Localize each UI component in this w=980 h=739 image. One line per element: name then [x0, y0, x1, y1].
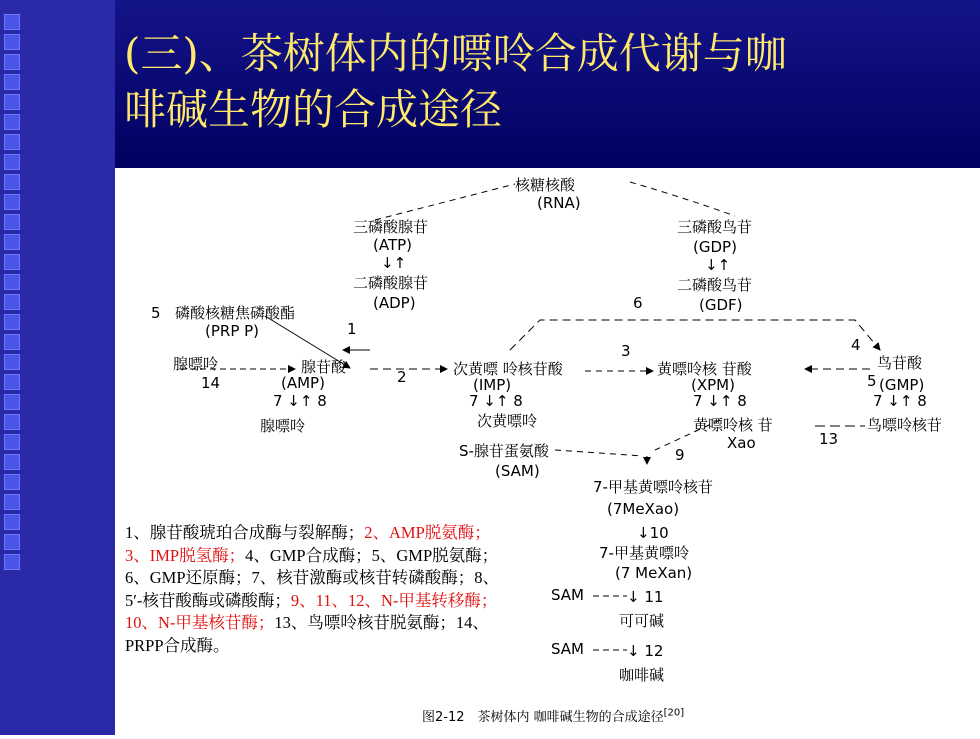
gdp-label: 二磷酸鸟苷 [677, 276, 753, 294]
legend-part-5: 13、鸟嘌呤核苷脱氨酶；14、PRPP合成酶。 [125, 613, 489, 655]
prpp-prefix: 5 [151, 304, 161, 322]
amp-label: 腺苷酸 [301, 358, 347, 376]
step-12-arrow: ↓ 12 [627, 642, 664, 660]
sam-11-label: SAM [551, 586, 585, 604]
xmp-label: 黄嘌呤核 苷酸 [657, 360, 752, 378]
step-13-label: 13 [819, 430, 839, 448]
methylxanthosine-abbr: (7MeXao) [607, 500, 680, 518]
sam-label: S-腺苷蛋氨酸 [459, 442, 549, 460]
theobromine-label: 可可碱 [619, 612, 665, 630]
adp-label: 二磷酸腺苷 [353, 274, 429, 292]
arrow-6 [510, 320, 880, 350]
enzyme-legend [125, 522, 505, 657]
legend-part-2: 2、AMP脱氨酶；3、IMP脱氢酶； [125, 523, 491, 565]
atp-adp-arrows: ↓↑ [381, 254, 407, 272]
caption-text: 图2-12 茶树体内 咖啡碱生物的合成途径 [422, 710, 664, 725]
imp-arrows: 7 ↓↑ 8 [469, 392, 523, 410]
imp-label: 次黄嘌 呤核苷酸 [453, 360, 563, 378]
adenine-num: 14 [201, 374, 221, 392]
methylxanthine-abbr: (7 MeXan) [615, 564, 693, 582]
atp-abbr: (ATP) [373, 236, 413, 254]
gmp-step-5: 5 [867, 372, 877, 390]
caption-ref: [20] [663, 707, 685, 719]
sam-link [555, 450, 643, 456]
rna-gtp-link [630, 182, 735, 216]
sam-12-label: SAM [551, 640, 585, 658]
prpp-label: 磷酸核糖焦磷酸酯 [175, 304, 296, 322]
diagram-area [115, 168, 980, 735]
gtp-abbr: (GDP) [693, 238, 737, 256]
methylxanthine-label: 7-甲基黄嘌呤 [599, 544, 689, 562]
caffeine-label: 咖啡碱 [619, 666, 665, 684]
gdp-abbr: (GDF) [699, 296, 743, 314]
left-sidebar [0, 0, 115, 735]
step-4-label: 4 [851, 336, 861, 354]
gtp-gdp-arrows: ↓↑ [705, 256, 731, 274]
xmp-abbr: (XPM) [691, 376, 735, 394]
step-1-label: 1 [347, 320, 357, 338]
adp-abbr: (ADP) [373, 294, 416, 312]
title-line-1: (三)、茶树体内的嘌呤合成代谢与咖 [124, 29, 787, 78]
title-line-2: 啡碱生物的合成途径 [124, 85, 503, 134]
step-11-arrow: ↓ 11 [627, 588, 664, 606]
rna-atp-link [375, 184, 515, 220]
sam-abbr: (SAM) [495, 462, 540, 480]
gmp-abbr: (GMP) [879, 376, 925, 394]
gmp-label: 鸟苷酸 [877, 354, 923, 372]
amp-abbr: (AMP) [281, 374, 325, 392]
guanosine-label: 鸟嘌呤核苷 [867, 416, 943, 434]
hypoxanthine-label: 次黄嘌呤 [477, 412, 538, 430]
rna-label: 核糖核酸 [515, 176, 576, 194]
step-9-label: 9 [675, 446, 685, 464]
amp-arrows: 7 ↓↑ 8 [273, 392, 327, 410]
step-10-arrow: ↓10 [637, 524, 669, 542]
methylxanthosine-label: 7-甲基黄嘌呤核苷 [593, 478, 713, 496]
atp-label: 三磷酸腺苷 [353, 218, 429, 236]
legend-part-4: 9、11、12、N-甲基转移酶；10、N-甲基核苷酶； [125, 590, 498, 632]
gmp-arrows: 7 ↓↑ 8 [873, 392, 927, 410]
adenine2-label: 腺嘌呤 [260, 417, 306, 435]
figure-caption [422, 706, 684, 725]
prpp-abbr: (PRP P) [205, 322, 260, 340]
step-3-label: 3 [621, 342, 631, 360]
xmp-arrows: 7 ↓↑ 8 [693, 392, 747, 410]
legend-part-3: 4、GMP合成酶；5、GMP脱氨酶；6、GMP还原酶；7、核苷激酶或核苷转磷酸酶；8、5′-核苷酸酶或磷酸酶； [125, 545, 500, 610]
step-2-label: 2 [397, 368, 407, 386]
xanthosine-abbr: Xao [727, 434, 756, 452]
gtp-label: 三磷酸鸟苷 [677, 218, 753, 236]
imp-abbr: (IMP) [473, 376, 512, 394]
legend-part-1: 1、腺苷酸琥珀合成酶与裂解酶； [125, 523, 365, 542]
adenine-label: 腺嘌呤 [173, 355, 219, 373]
slide-title [124, 26, 964, 138]
xanthosine-label: 黄嘌呤核 苷 [693, 416, 773, 434]
rna-abbr: (RNA) [537, 194, 581, 212]
step-6-label: 6 [633, 294, 643, 312]
decorative-squares [4, 14, 26, 574]
